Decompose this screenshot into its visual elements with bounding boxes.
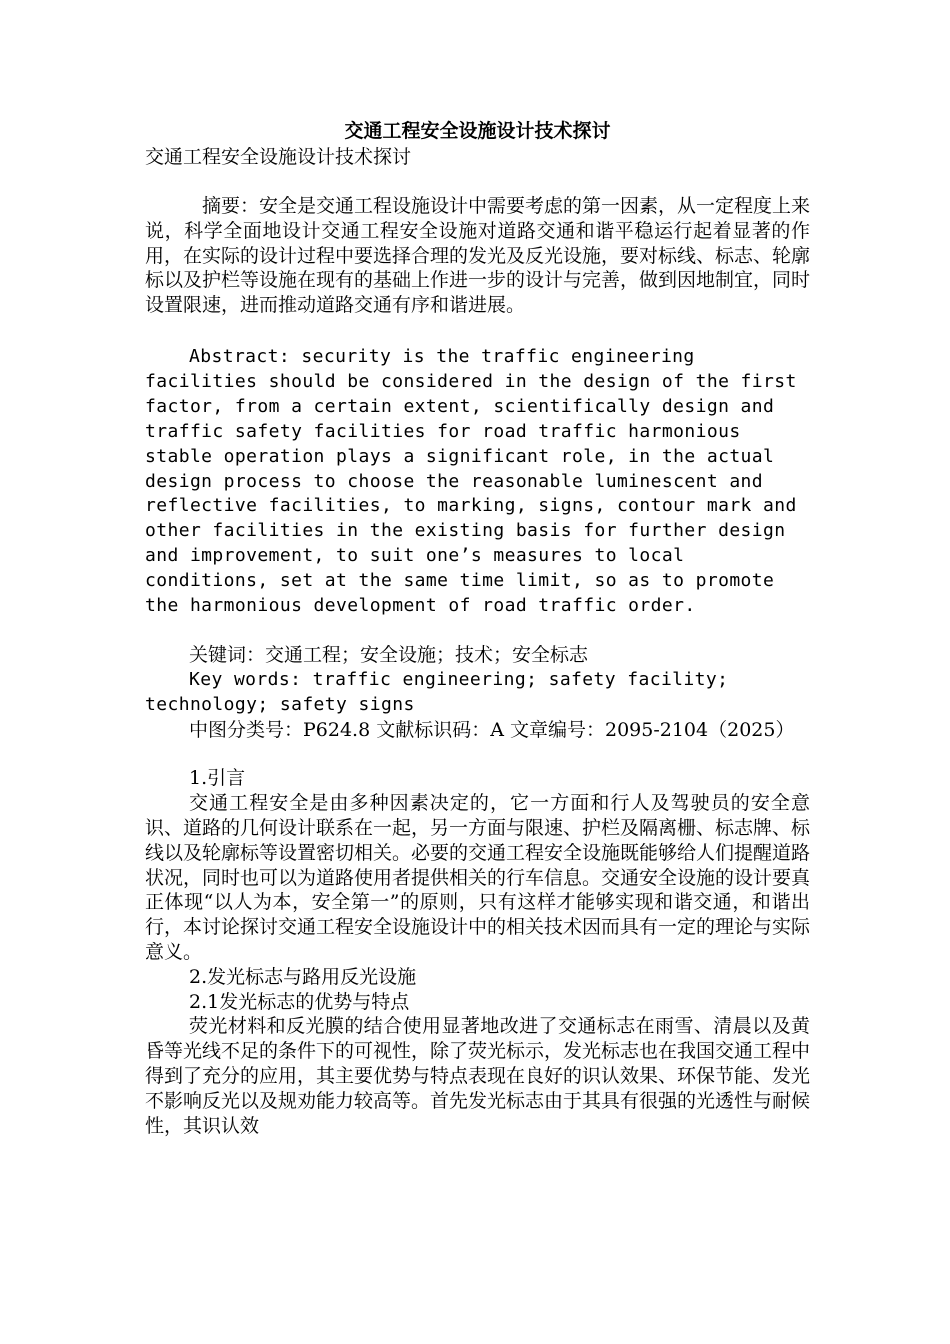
section-heading-introduction: 1.引言 [189, 767, 246, 790]
subsection-body-advantages: 荧光材料和反光膜的结合使用显著地改进了交通标志在雨雪、清晨以及黄昏等光线不足的条件下的可视性，除了荧光标示，发光标志也在我国交通工程中得到了充分的应用，其主要优势与特点表现在良好的识认效果、环保节能、发光不影响反光以及规劝能力较高等。首先发光标志由于其具有很强的光透性与耐候性，其识认效 [145, 1015, 811, 1137]
section-heading-luminous-signs: 2.发光标志与路用反光设施 [189, 965, 417, 988]
classification-info: 中图分类号：P624.8 文献标识码：A 文章编号：2095-2104（2025） [189, 718, 795, 741]
document-title: 交通工程安全设施设计技术探讨 [344, 120, 611, 142]
section-body-introduction: 交通工程安全是由多种因素决定的，它一方面和行人及驾驶员的安全意识、道路的几何设计联系在一起，另一方面与限速、护栏及隔离栅、标志牌、标线以及轮廓标等设置密切相关。必要的交通工程安全设施既能够给人们提醒道路状况，同时也可以为道路使用者提供相关的行车信息。交通安全设施的设计要真正体现“以人为本，安全第一”的原则，只有这样才能够实现和谐交通，和谐出行，本讨论探讨交通工程安全设施设计中的相关技术因而具有一定的理论与实际意义。 [145, 792, 811, 963]
spacer [145, 318, 810, 345]
spacer [145, 742, 810, 766]
subsection-heading-advantages: 2.1发光标志的优势与特点 [189, 990, 410, 1013]
abstract-chinese: 摘要：安全是交通工程设施设计中需要考虑的第一因素，从一定程度上来说，科学全面地设计交通工程安全设施对道路交通和谐平稳运行起着显著的作用，在实际的设计过程中要选择合理的发光及反光设施，要对标线、标志、轮廓标以及护栏等设施在现有的基础上作进一步的设计与完善，做到因地制宜，同时设置限速，进而推动道路交通有序和谐进展。 [145, 195, 811, 317]
spacer [145, 619, 810, 643]
spacer [145, 170, 810, 194]
document-subtitle: 交通工程安全设施设计技术探讨 [145, 146, 412, 168]
abstract-english: Abstract: security is the traffic engineering facilities should be considered in the design of the first factor, from a certain extent, scientifically design and traffic safety facilities for road traffic harmonious stable operation plays a significant role, in the actual design process to choose the reasonable luminescent and reflective facilities, to marking, signs, contour mark and other facilities in the existing basis for further design and improvement, to suit one’s measures to local conditions, set at the same time limit, so as to promote the harmonious development of road traffic order. [145, 345, 797, 617]
keywords-chinese: 关键词：交通工程；安全设施；技术；安全标志 [189, 643, 589, 666]
document-page [145, 118, 810, 1138]
keywords-english: Key words: traffic engineering; safety facility; technology; safety signs [145, 668, 729, 715]
